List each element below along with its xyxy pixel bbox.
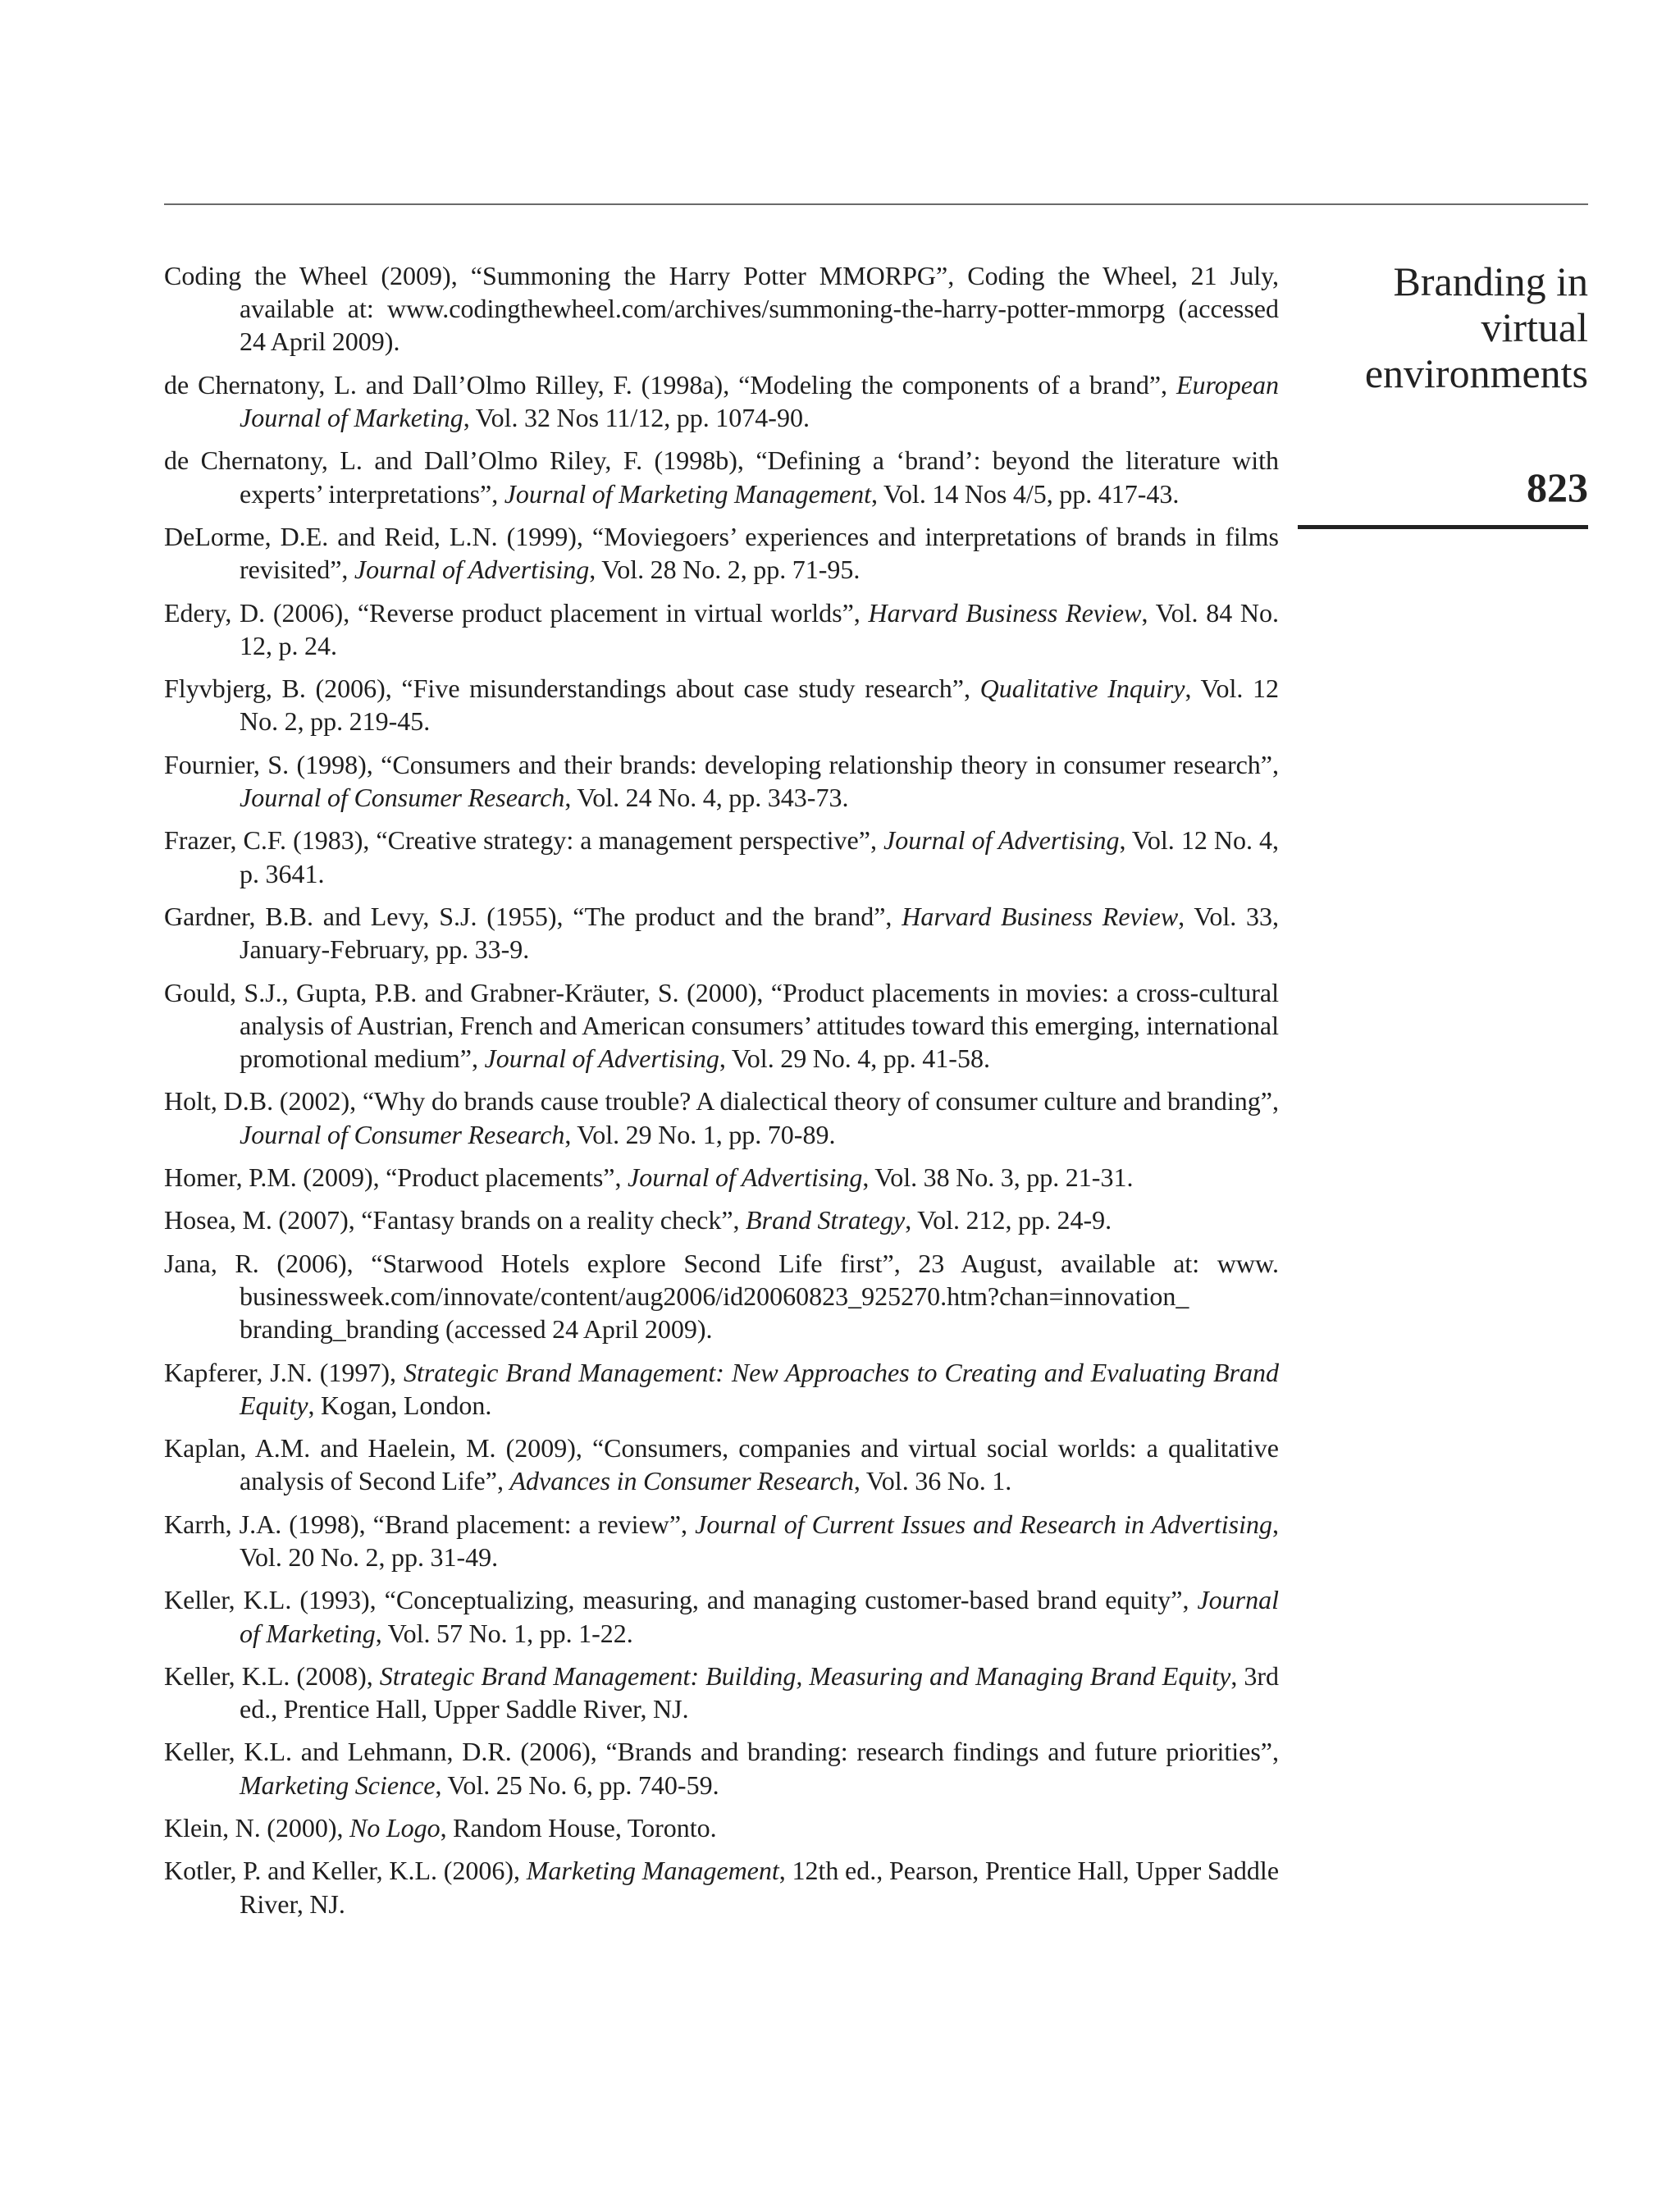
reference-list	[164, 259, 1279, 1930]
reference-source-title: No Logo	[349, 1813, 441, 1843]
reference-entry	[164, 1811, 1279, 1844]
reference-source-title: Marketing Science	[240, 1769, 436, 1800]
reference-source-title: Harvard Business Review	[868, 597, 1142, 628]
reference-text: Edery, D. (2006), “Reverse product placement in virtual worlds”,	[164, 597, 869, 628]
top-rule	[164, 203, 1588, 205]
reference-text: , Vol. 38 No. 3, pp. 21-31.	[862, 1162, 1134, 1192]
reference-text: Gardner, B.B. and Levy, S.J. (1955), “The product and the brand”,	[164, 901, 902, 931]
reference-text: de Chernatony, L. and Dall’Olmo Rilley, F. (1998a), “Modeling the components of a brand”,	[164, 369, 1176, 400]
reference-source-title: Journal of Marketing	[240, 1585, 1279, 1648]
reference-entry	[164, 1247, 1279, 1346]
running-title-line: virtual	[1481, 304, 1588, 350]
reference-text: , Vol. 12 No. 2, pp. 219-45.	[240, 674, 1280, 737]
page-number: 823	[1527, 464, 1588, 510]
reference-source-title: Journal of Advertising	[627, 1162, 863, 1192]
reference-entry	[164, 1660, 1279, 1725]
reference-text: Kapferer, J.N. (1997),	[164, 1357, 404, 1387]
reference-text: , 3rd ed., Prentice Hall, Upper Saddle River, NJ.	[240, 1660, 1280, 1724]
reference-entry	[164, 748, 1279, 814]
reference-text: DeLorme, D.E. and Reid, L.N. (1999), “Moviegoers’ experiences and interpretations of brands in films revisited”,	[164, 521, 1279, 585]
reference-text: Frazer, C.F. (1983), “Creative strategy: a management perspective”,	[164, 825, 883, 856]
reference-entry	[164, 824, 1279, 889]
reference-source-title: Journal of Advertising	[354, 555, 590, 585]
reference-text: Gould, S.J., Gupta, P.B. and Grabner-Kräuter, S. (2000), “Product placements in movies: a cross-cultural analysis of Austrian, French and American consumers’ attitudes toward this emerging, international promotional medium”,	[164, 977, 1279, 1073]
reference-text: , Vol. 28 No. 2, pp. 71-95.	[589, 555, 861, 585]
reference-text: Flyvbjerg, B. (2006), “Five misunderstandings about case study research”,	[164, 674, 980, 704]
reference-text: Jana, R. (2006), “Starwood Hotels explore Second Life first”, 23 August, available at: www. businessweek.com/innovate/content/aug2006/id20060823_925270.htm?chan=innovation_ branding_branding (accessed 24 April 2009).	[164, 1248, 1279, 1345]
reference-text: , Vol. 29 No. 4, pp. 41-58.	[719, 1043, 990, 1073]
reference-text: , Vol. 25 No. 6, pp. 740-59.	[435, 1769, 719, 1800]
reference-text: , Vol. 36 No. 1.	[853, 1466, 1012, 1496]
reference-text: , Vol. 33, January-February, pp. 33-9.	[240, 901, 1280, 965]
reference-entry	[164, 596, 1279, 662]
reference-text: Keller, K.L. and Lehmann, D.R. (2006), “Brands and branding: research findings and future priorities”,	[164, 1737, 1279, 1767]
reference-source-title: Journal of Advertising	[883, 825, 1120, 856]
reference-source-title: Marketing Management	[526, 1856, 779, 1886]
reference-text: , Vol. 32 Nos 11/12, pp. 1074-90.	[463, 403, 810, 432]
reference-entry	[164, 1735, 1279, 1801]
reference-text: Coding the Wheel (2009), “Summoning the Harry Potter MMORPG”, Coding the Wheel, 21 July, available at: www.codingthewheel.com/archives/summoning-the-harry-potter-mmorpg (accessed 24 April 2009).	[164, 261, 1279, 357]
reference-source-title: Journal of Consumer Research	[240, 1119, 565, 1149]
reference-entry	[164, 1203, 1279, 1236]
reference-text: , Vol. 84 No. 12, p. 24.	[240, 597, 1280, 660]
reference-source-title: European Journal of Marketing	[240, 369, 1279, 432]
reference-text: Hosea, M. (2007), “Fantasy brands on a reality check”,	[164, 1205, 746, 1235]
reference-source-title: Journal of Marketing Management	[504, 478, 872, 509]
reference-entry	[164, 1583, 1279, 1649]
running-title-line: environments	[1364, 350, 1588, 396]
reference-entry	[164, 672, 1279, 737]
reference-entry	[164, 1161, 1279, 1194]
reference-text: de Chernatony, L. and Dall’Olmo Riley, F. (1998b), “Defining a ‘brand’: beyond the literature with experts’ interpretations”,	[164, 445, 1279, 509]
page-number-rule	[1298, 525, 1588, 529]
reference-text: Keller, K.L. (1993), “Conceptualizing, measuring, and managing customer-based brand equity”,	[164, 1585, 1198, 1615]
reference-entry	[164, 1508, 1279, 1573]
reference-text: , 12th ed., Pearson, Prentice Hall, Upper Saddle River, NJ.	[240, 1856, 1280, 1919]
reference-entry	[164, 1432, 1279, 1497]
reference-text: Homer, P.M. (2009), “Product placements”,	[164, 1162, 628, 1192]
reference-entry	[164, 900, 1279, 966]
running-title-line: Branding in	[1393, 258, 1588, 304]
reference-text: , Vol. 24 No. 4, pp. 343-73.	[564, 782, 849, 812]
reference-text: , Kogan, London.	[308, 1390, 492, 1420]
reference-text: , Vol. 29 No. 1, pp. 70-89.	[564, 1119, 836, 1149]
reference-text: , Random House, Toronto.	[440, 1813, 717, 1843]
reference-source-title: Qualitative Inquiry	[979, 674, 1185, 704]
reference-text: Karrh, J.A. (1998), “Brand placement: a review”,	[164, 1509, 696, 1539]
reference-entry	[164, 1854, 1279, 1920]
reference-source-title: Brand Strategy	[746, 1205, 906, 1235]
running-title	[1293, 258, 1588, 396]
reference-text: , Vol. 20 No. 2, pp. 31-49.	[240, 1509, 1280, 1572]
reference-entry	[164, 520, 1279, 586]
reference-entry	[164, 1085, 1279, 1150]
reference-entry	[164, 1356, 1279, 1422]
reference-text: Holt, D.B. (2002), “Why do brands cause trouble? A dialectical theory of consumer culture and branding”,	[164, 1086, 1279, 1116]
reference-text: Kotler, P. and Keller, K.L. (2006),	[164, 1856, 527, 1886]
reference-text: , Vol. 212, pp. 24-9.	[905, 1205, 1112, 1235]
reference-source-title: Strategic Brand Management: Building, Measuring and Managing Brand Equity	[379, 1660, 1231, 1691]
reference-text: Fournier, S. (1998), “Consumers and their brands: developing relationship theory in consumer research”,	[164, 749, 1279, 779]
reference-entry	[164, 976, 1279, 1075]
reference-source-title: Harvard Business Review	[902, 901, 1179, 931]
reference-text: , Vol. 14 Nos 4/5, pp. 417-43.	[871, 478, 1180, 509]
reference-source-title: Journal of Consumer Research	[240, 782, 565, 812]
reference-entry	[164, 444, 1279, 509]
reference-text: Keller, K.L. (2008),	[164, 1660, 380, 1691]
reference-text: Kaplan, A.M. and Haelein, M. (2009), “Consumers, companies and virtual social worlds: a qualitative analysis of Second Life”,	[164, 1433, 1279, 1496]
reference-source-title: Strategic Brand Management: New Approaches to Creating and Evaluating Brand Equity	[240, 1357, 1280, 1420]
reference-entry	[164, 259, 1279, 358]
reference-text: Klein, N. (2000),	[164, 1813, 350, 1843]
reference-source-title: Journal of Current Issues and Research in Advertising	[695, 1509, 1273, 1539]
reference-entry	[164, 368, 1279, 434]
reference-source-title: Journal of Advertising	[484, 1043, 719, 1073]
reference-text: , Vol. 12 No. 4, p. 3641.	[240, 825, 1280, 888]
reference-text: , Vol. 57 No. 1, pp. 1-22.	[375, 1618, 633, 1648]
reference-source-title: Advances in Consumer Research	[509, 1466, 854, 1496]
